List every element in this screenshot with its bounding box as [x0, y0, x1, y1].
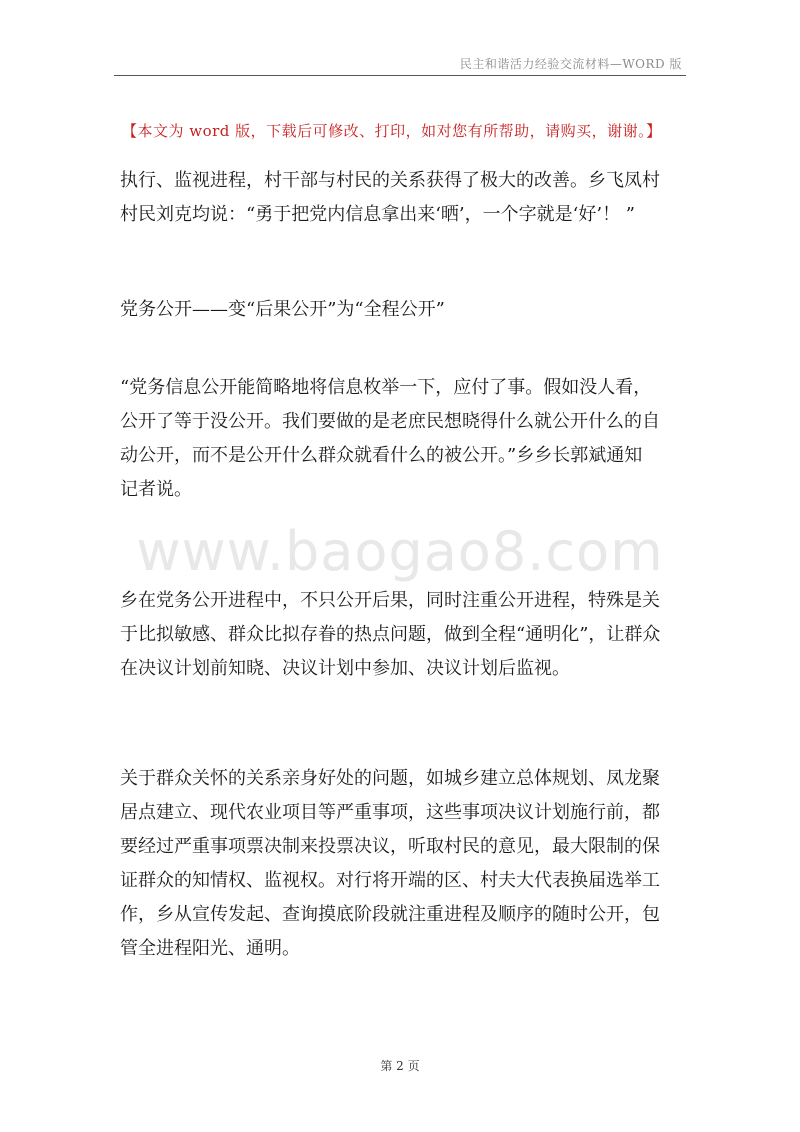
paragraph-line: 作，乡从宣传发起、查询摸底阶段就注重进程及顺序的随时公开，包 — [120, 904, 660, 925]
paragraph-line: 乡在党务公开进程中，不只公开后果，同时注重公开进程，特殊是关 — [120, 590, 660, 611]
paragraph-line: 证群众的知情权、监视权。对行将开端的区、村夫大代表换届选举工 — [120, 870, 660, 891]
paragraph-line: 要经过严重事项票决制来投票决议，听取村民的意见，最大限制的保 — [120, 836, 660, 857]
paragraph-3 — [120, 371, 685, 507]
paragraph-line: 在决议计划前知晓、决议计划中参加、决议计划后监视。 — [120, 658, 570, 679]
paragraph-4 — [120, 584, 685, 686]
paragraph-line: 于比拟敏感、群众比拟存眷的热点问题，做到全程“通明化”，让群众 — [120, 624, 661, 645]
paragraph-line: 管全进程阳光、通明。 — [120, 938, 300, 959]
paragraph-line: 关于群众关怀的关系亲身好处的问题，如城乡建立总体规划、凤龙聚 — [120, 768, 660, 789]
paragraph-line: 村民刘克均说：“勇于把党内信息拿出来‘晒’，一个字就是‘好’！ ” — [120, 204, 636, 225]
purchase-notice: 【本文为 word 版，下载后可修改、打印，如对您有所帮助，请购买，谢谢。】 — [122, 122, 662, 140]
header-divider — [114, 75, 686, 76]
paragraph-5 — [120, 762, 685, 966]
running-header: 民主和谐活力经验交流材料—WORD 版 — [459, 57, 682, 71]
paragraph-line: 党务公开——变“后果公开”为“全程公开” — [120, 299, 445, 320]
section-heading — [120, 293, 685, 327]
watermark: www.baogao8.com — [136, 520, 664, 583]
paragraph-line: 执行、监视进程，村干部与村民的关系获得了极大的改善。乡飞凤村 — [120, 170, 660, 191]
paragraph-line: 记者说。 — [120, 479, 192, 500]
paragraph-line: 居点建立、现代农业项目等严重事项，这些事项决议计划施行前，都 — [120, 802, 660, 823]
paragraph-line: 动公开，而不是公开什么群众就看什么的被公开。”乡乡长郭斌通知 — [120, 445, 643, 466]
page-number: 第 2 页 — [380, 1059, 420, 1073]
paragraph-line: 公开了等于没公开。我们要做的是老庶民想晓得什么就公开什么的自 — [120, 411, 660, 432]
paragraph-1 — [120, 164, 685, 232]
paragraph-line: “党务信息公开能简略地将信息枚举一下，应付了事。假如没人看， — [120, 377, 652, 398]
